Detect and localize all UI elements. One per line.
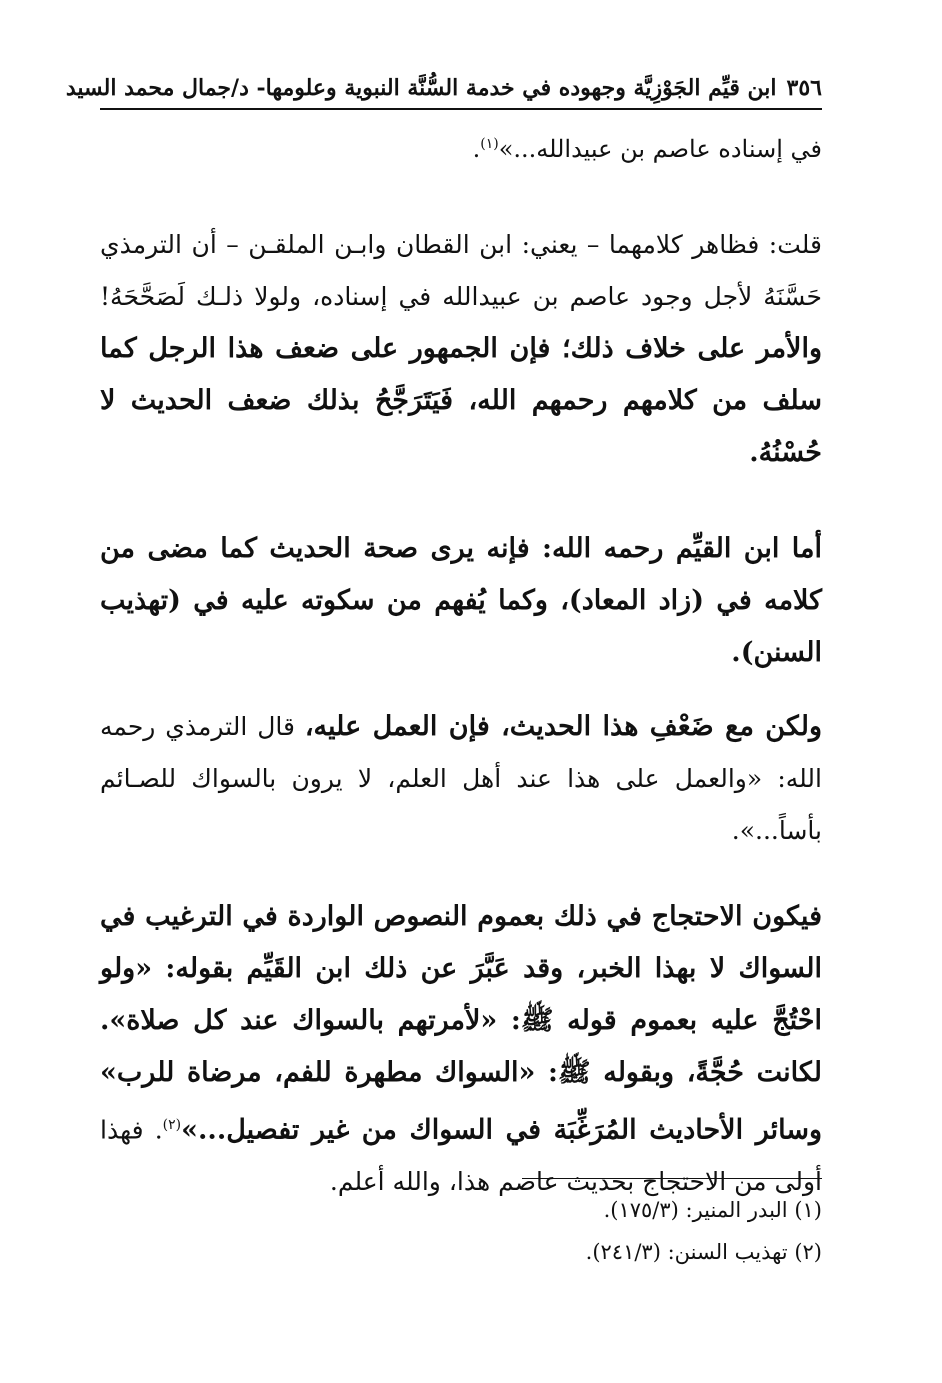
paragraph-2-bold: والأمر على خلاف ذلك؛ فإن الجمهور على ضعف هذا الرجل كما سلف من كلامهم رحمهم الله، فَيَتَرَجَّحُ بذلك ضعف الحديث لا حُسْنُهُ.: [100, 333, 822, 468]
paragraph-1-text: في إسناده عاصم بن عبيدالله...»: [498, 135, 822, 163]
paragraph-4-light: قال الترمذي رحمه الله: «والعمل على هذا عند أهل العلم، لا يرون بالسواك للصـائم بأساً...».: [100, 712, 822, 845]
page-body: [100, 118, 822, 1208]
paragraph-2-light: قلت: فظاهر كلامهما – يعني: ابن القطان وابـن الملقـن – أن الترمذي حَسَّنَهُ لأجل وجود عاصم بن عبيدالله في إسناده، ولولا ذلـك لَصَحَّحَهُ!: [100, 230, 822, 311]
paragraph-3: أما ابن القيِّم رحمه الله: فإنه يرى صحة الحديث كما مضى من كلامه في (زاد المعاد)، وكما يُفهم من سكوته عليه في (تهذيب السنن).: [100, 533, 822, 668]
book-page: [65, 70, 823, 1320]
footnote-2: (٢) تهذيب السنن: (٢٤١/٣).: [585, 1240, 822, 1264]
paragraph-1-end: .: [472, 135, 481, 163]
paragraph-2: [100, 219, 822, 479]
footnote-ref-2: (٢): [162, 1117, 182, 1133]
running-header: [65, 70, 822, 106]
page-number: ٣٥٦: [786, 75, 822, 101]
paragraph-5: [100, 891, 822, 1208]
footnote-1: (١) البدر المنير: (١٧٥/٣).: [603, 1198, 822, 1222]
paragraph-1: [100, 118, 822, 175]
footnote-rule: [522, 1178, 822, 1179]
paragraph-4: [100, 701, 822, 857]
header-rule: [100, 108, 822, 110]
paragraph-4-bold: ولكن مع ضَعْفِ هذا الحديث، فإن العمل عليه،: [304, 711, 822, 742]
book-title: ابن قيِّم الجَوْزِيَّة وجهوده في خدمة السُّنَّة النبوية وعلومها- د/جمال محمد السيد: [65, 75, 777, 101]
footnotes: [100, 1178, 822, 1273]
paragraph-5-light: . فهذا أولى من الاحتجاج بحديث عاصم هذا، والله أعلم.: [100, 1115, 822, 1197]
footnote-ref-1: (١): [480, 136, 499, 152]
paragraph-5-bold: فيكون الاحتجاج في ذلك بعموم النصوص الواردة في الترغيب في السواك لا بهذا الخبر، وقد عَبَّرَ عن ذلك ابن القَيِّم بقوله: «ولو احْتُجَّ عليه بعموم قوله ﷺ: «لأمرتهم بالسواك عند كل صلاة». لكانت حُجَّةً، وبقوله ﷺ: «السواك مطهرة للفم، مرضاة للرب» وسائر الأحاديث المُرَغِّبَة في السواك من غير تفصيل...»: [100, 901, 823, 1146]
